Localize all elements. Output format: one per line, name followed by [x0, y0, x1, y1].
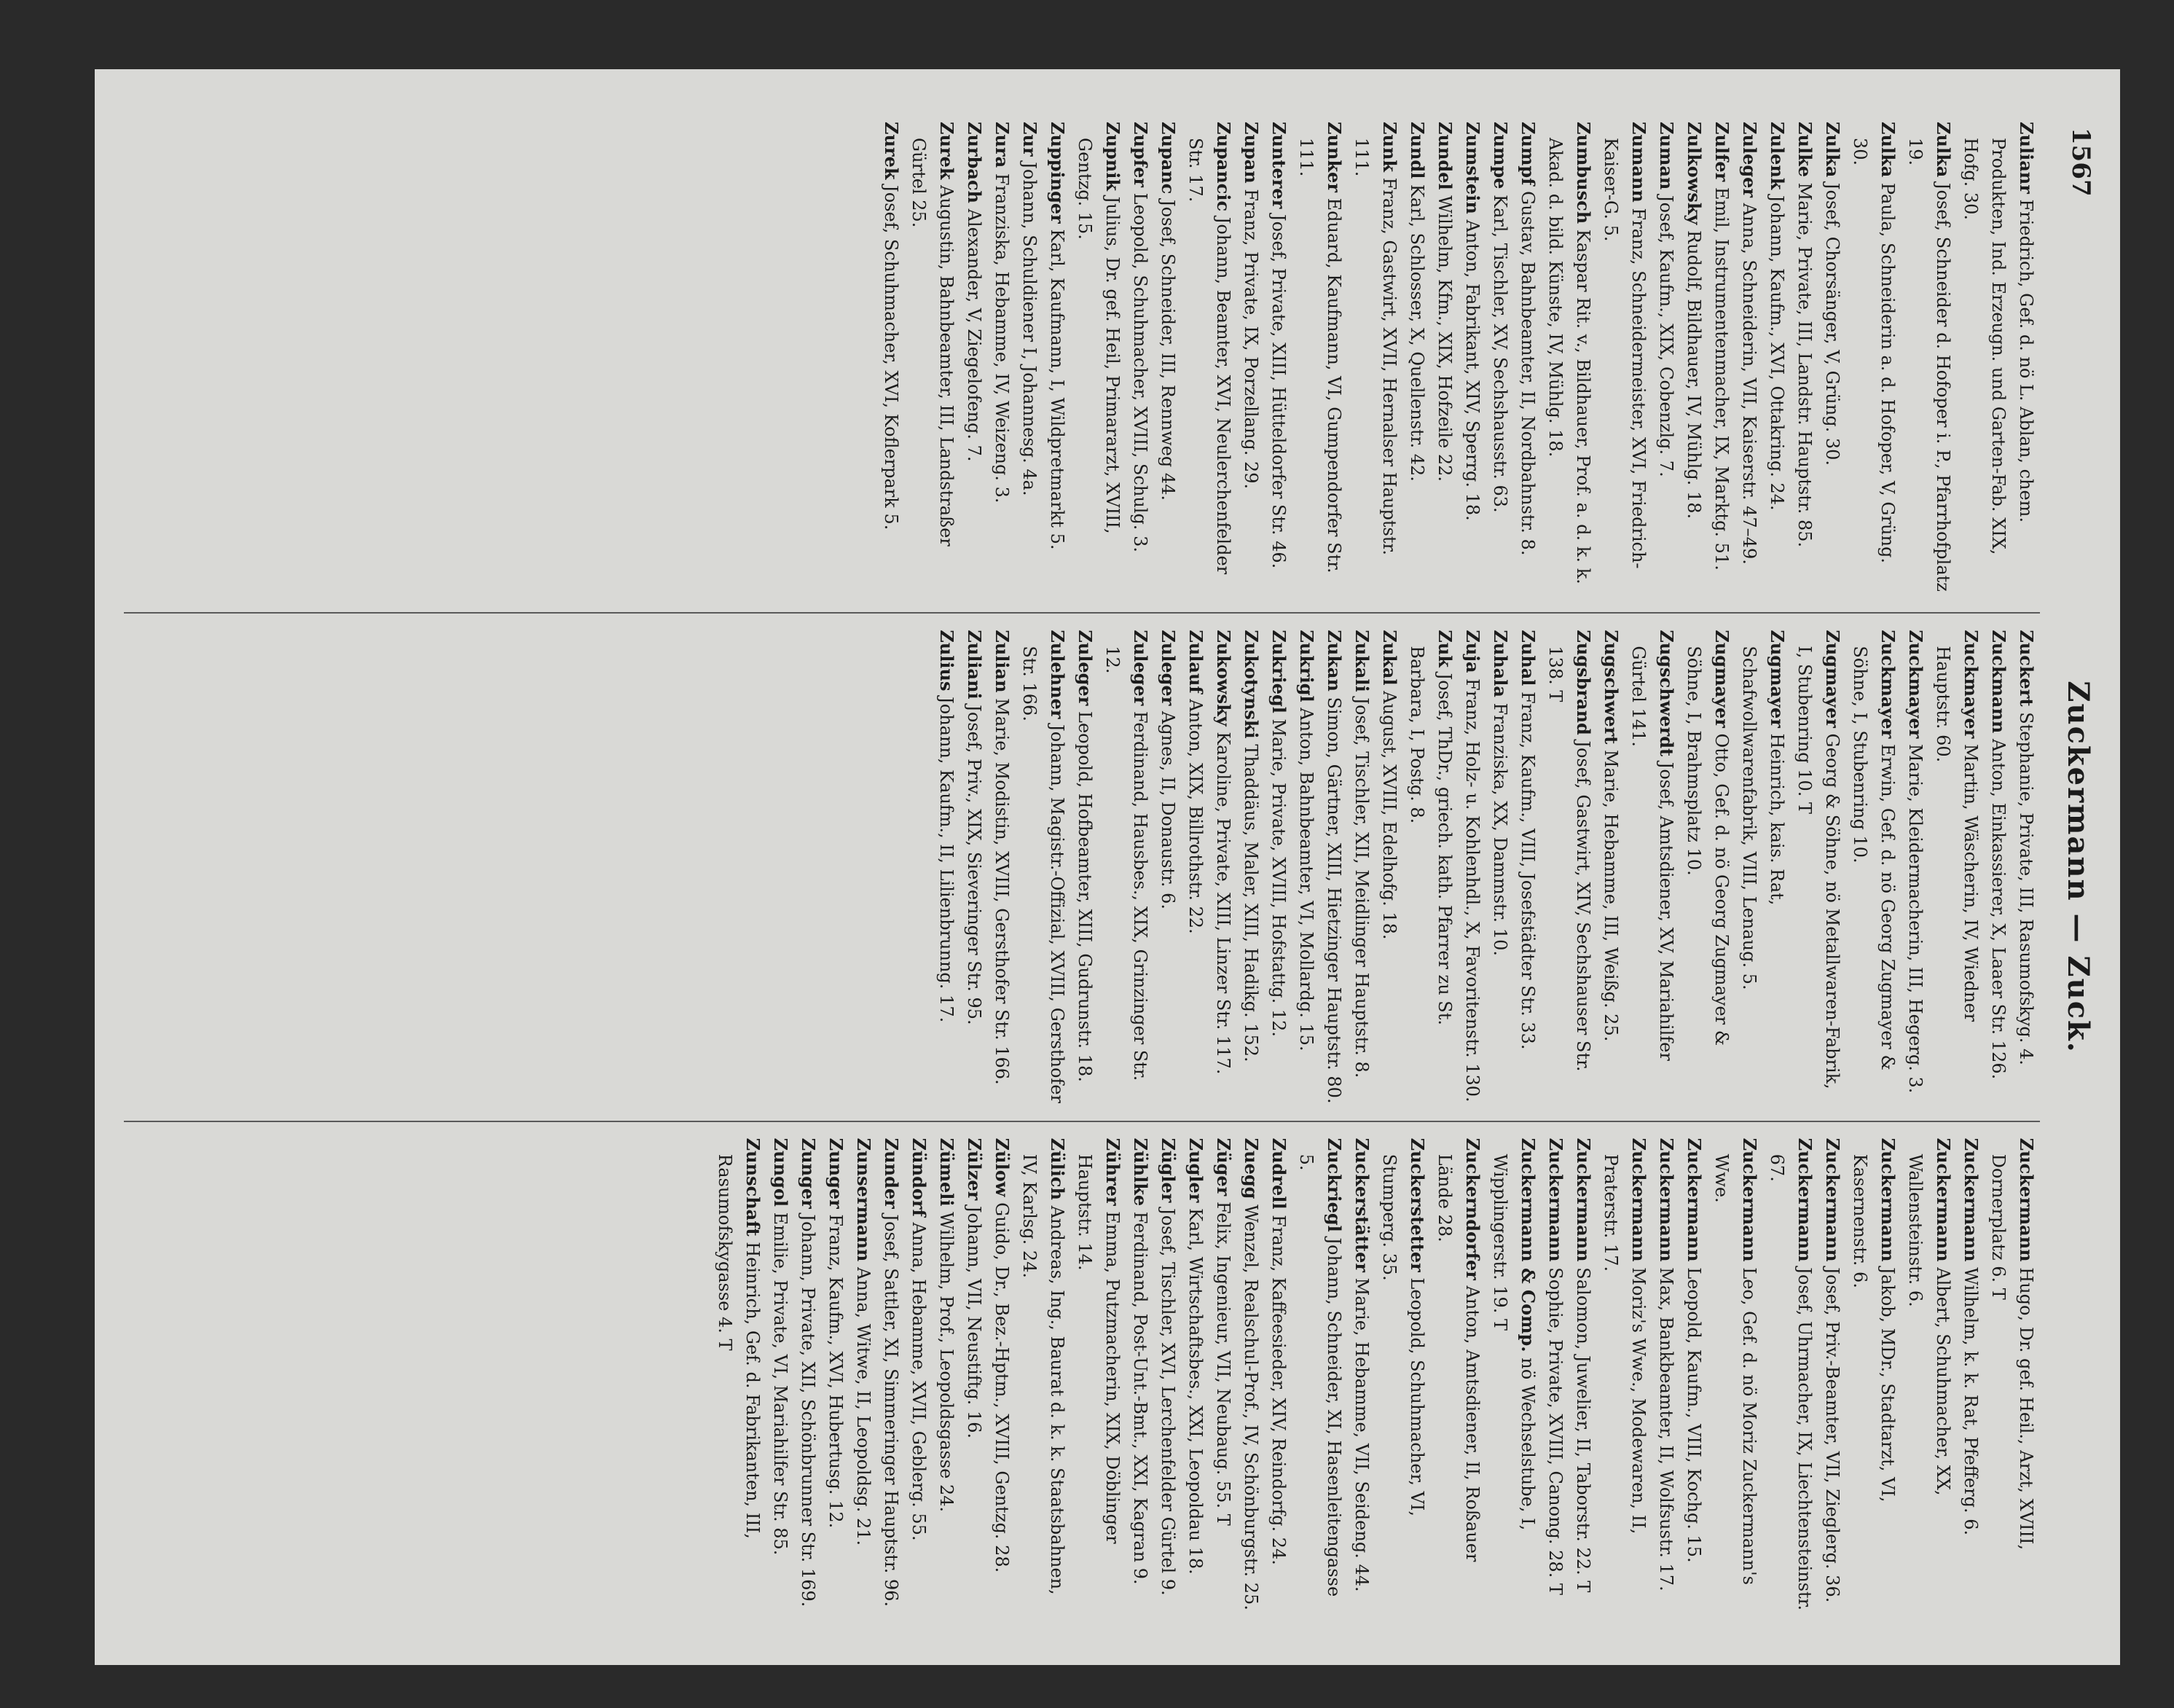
directory-entry	[1431, 122, 1459, 596]
entry-name: Zulfer	[1711, 122, 1732, 182]
entry-name: Zuckmayer	[1905, 630, 1926, 739]
entry-details: Leo, Gef. d. nö Moriz Zuckermann's Wwe.	[1711, 1153, 1759, 1586]
entry-name: Zunder	[881, 1137, 902, 1209]
directory-entry	[1292, 630, 1320, 1104]
rotated-page-content	[109, 84, 2106, 1650]
entry-details: Marie, Hebamme, III, Weißg. 25.	[1601, 749, 1621, 1042]
entry-name: Zuckmann	[1988, 630, 2009, 734]
entry-details: Johann, Kaufm., II, Lilienbrunng. 17.	[936, 697, 957, 1023]
directory-entry	[1403, 630, 1459, 1104]
entry-details: Josef, Tischler, XII, Meidlinger Hauptstr. 8.	[1351, 697, 1372, 1078]
entry-details: Johann, Schuldiener I, Johannesg. 4a.	[1019, 162, 1040, 496]
entry-details: Josef, Schuhmacher, XVI, Koflerpark 5.	[881, 185, 901, 530]
entry-name: Zuegg	[1241, 1137, 1262, 1199]
directory-entry	[1182, 1138, 1209, 1613]
directory-entry	[1376, 1138, 1431, 1613]
entry-name: Zukrigl	[1296, 630, 1317, 702]
entry-name: Zulkowsky	[1684, 122, 1705, 225]
directory-entry	[1514, 630, 1542, 1104]
entry-name: Zupan	[1241, 122, 1262, 184]
directory-entry	[1902, 1138, 1957, 1613]
directory-entry	[1735, 630, 1791, 1104]
entry-name: Zur	[1019, 122, 1040, 157]
directory-entry	[1486, 1138, 1542, 1613]
directory-entry	[1791, 630, 1846, 1104]
directory-entry	[822, 1138, 849, 1613]
entry-details: Rudolf, Bildhauer, IV, Mühlg. 18.	[1684, 230, 1704, 520]
directory-entry	[960, 630, 988, 1104]
entry-name: Zunsermann	[853, 1137, 874, 1262]
entry-details: Friedrich, Gef. d. nö L. Ablan, chem. Produkten, Ind. Erzeugn. und Garten-Fab. XIX, Hofg. 30.	[1961, 138, 2036, 555]
entry-details: Franz, Kaufm., VIII, Josefstädter Str. 33.	[1518, 692, 1538, 1050]
entry-name: Zühlke	[1130, 1137, 1151, 1207]
page-number: 1567	[2066, 128, 2095, 197]
entry-name: Zuleger	[1075, 630, 1096, 706]
entry-name: Zuliani	[964, 630, 985, 700]
entry-name: Zuckermann	[1628, 1137, 1649, 1262]
directory-entry	[877, 122, 905, 596]
directory-entry	[1209, 1138, 1237, 1613]
directory-entry	[1016, 1138, 1071, 1613]
entry-details: Felix, Ingenieur, VII, Neubaug. 55. T	[1213, 1201, 1233, 1526]
entry-name: Zugler	[1185, 1137, 1206, 1203]
directory-entry	[1403, 122, 1431, 596]
directory-entry	[1542, 1138, 1569, 1613]
directory-entry	[1708, 122, 1735, 596]
directory-entry	[794, 1138, 822, 1613]
directory-entry	[1043, 122, 1071, 596]
entry-name: Zunk	[1379, 122, 1400, 173]
directory-entry	[2012, 630, 2040, 1104]
entry-details: nö Wechselstube, I, Wipplingerstr. 19. T	[1490, 1153, 1538, 1531]
directory-entry	[1902, 630, 1929, 1104]
entry-name: Zulianr	[2016, 122, 2037, 194]
entry-name: Zuckerstetter	[1407, 1137, 1428, 1272]
directory-entry	[1791, 122, 1818, 596]
entry-name: Zukan	[1324, 630, 1345, 692]
entry-details: Franz, Kaufm., XVI, Hubertusg. 12.	[825, 1214, 846, 1529]
entry-name: Zudrell	[1268, 1137, 1290, 1210]
entry-details: Marie, Modistin, XVIII, Gersthofer Str. 166.	[992, 698, 1012, 1085]
directory-entry	[1542, 122, 1597, 596]
entry-name: Zuckerndorfer	[1462, 1137, 1483, 1280]
entry-name: Zunschaft	[742, 1137, 764, 1237]
entry-name: Züger	[1213, 1137, 1234, 1196]
directory-entry	[1763, 1138, 1818, 1613]
directory-entry	[1818, 1138, 1846, 1613]
entry-name: Zulke	[1794, 122, 1816, 177]
directory-entry	[1348, 122, 1403, 596]
entry-details: Emil, Instrumentenmacher, IX, Marktg. 51.	[1711, 187, 1732, 571]
directory-entry	[1514, 122, 1542, 596]
entry-details: Leopold, Hofbeamter, XIII, Gudrunstr. 18.	[1075, 711, 1095, 1082]
directory-entry	[933, 1138, 960, 1613]
entry-name: Zulka	[1877, 122, 1899, 178]
entry-details: Jakob, MDr., Stadtarzt, VI, Kasernenstr. 6.	[1850, 1153, 1898, 1503]
entry-details: Josef, Schneider, III, Rennweg 44.	[1158, 200, 1178, 501]
entry-details: Moriz's Wwe., Modewaren, II, Praterstr. 17.	[1601, 1153, 1649, 1535]
entry-details: Leopold, Schuhmacher, VI, Stumperg. 35.	[1379, 1153, 1427, 1517]
entry-name: Zukal	[1379, 630, 1400, 686]
entry-name: Zuckermann	[1877, 1137, 1899, 1262]
entry-name: Zuckermann	[1933, 1137, 1954, 1262]
entry-details: Marie, Hebamme, VII, Seideng. 44.	[1351, 1277, 1372, 1592]
entry-details: Georg & Söhne, nö Metallwaren-Fabrik, I, Stubenring 10. T	[1794, 646, 1843, 1089]
directory-entry	[905, 1138, 933, 1613]
entry-name: Zugsbrand	[1573, 630, 1594, 735]
directory-entry	[1071, 1138, 1126, 1613]
entry-details: Anna, Schneiderin, VII, Kaiserstr. 47–49.	[1739, 203, 1759, 565]
entry-details: Josef, Uhrmacher, IX, Liechtensteinstr. 67.	[1767, 1153, 1815, 1611]
entry-name: Zuk	[1435, 630, 1456, 667]
entry-details: Karoline, Private, XIII, Linzer Str. 117.	[1213, 732, 1233, 1075]
entry-details: Johann, VII, Neustiftg. 16.	[964, 1205, 984, 1439]
entry-name: Zührer	[1102, 1137, 1123, 1206]
directory-entry	[1126, 122, 1154, 596]
entry-name: Zuman	[1656, 122, 1677, 190]
entry-details: Franz, Private, IX, Porzellang. 29.	[1241, 189, 1261, 490]
entry-details: Franz, Gastwirt, XVII, Hernalser Hauptstr. 111.	[1351, 138, 1400, 555]
entry-name: Zukali	[1351, 630, 1373, 692]
entry-name: Zugmayer	[1711, 630, 1732, 728]
directory-entry	[1459, 122, 1486, 596]
entry-name: Zuckermann	[1961, 1137, 1982, 1262]
directory-entry	[1985, 630, 2012, 1104]
directory-entry	[1265, 1138, 1292, 1613]
entry-details: Josef, Schneider d. Hofoper i. P., Pfarrhofplatz 19.	[1905, 138, 1953, 592]
directory-entry	[1597, 122, 1652, 596]
entry-name: Zura	[992, 122, 1013, 168]
entry-details: Leopold, Kaufm., VIII, Kochg. 15.	[1684, 1267, 1704, 1563]
entry-details: Marie, Private, XVIII, Hofstattg. 12.	[1268, 718, 1289, 1037]
entry-details: Josef, Gastwirt, XIV, Sechshauser Str. 138. T	[1545, 646, 1593, 1072]
entry-name: Zuckermann	[2016, 1137, 2037, 1262]
entry-details: Anna, Hebamme, XVII, Geblerg. 55.	[909, 1222, 929, 1541]
entry-name: Zunger	[825, 1137, 847, 1209]
directory-entry	[988, 630, 1016, 1104]
directory-entry	[1154, 1138, 1182, 1613]
entry-details: Wilhelm, Prof., Leopoldsgasse 24.	[936, 1212, 957, 1513]
directory-entry	[1902, 122, 1957, 596]
entry-details: Josef, Priv.-Beamter, VII, Zieglerg. 36.	[1822, 1267, 1843, 1603]
directory-entry	[1292, 1138, 1348, 1613]
directory-entry	[1652, 1138, 1680, 1613]
entry-details: Heinrich, kais. Rat, Schafwollwarenfabrik, VIII, Lenaug. 5.	[1739, 646, 1787, 990]
entry-name: Zupancic	[1213, 122, 1234, 212]
directory-entry	[1099, 630, 1154, 1104]
entry-name: Zumbusch	[1573, 122, 1594, 224]
entry-name: Zuckmayer	[1961, 630, 1982, 739]
entry-details: Hugo, Dr. gef. Heil., Arzt, XVIII, Dornerplatz 6. T	[1988, 1153, 2036, 1551]
entry-name: Zukowsky	[1213, 630, 1234, 726]
directory-entry	[711, 1138, 766, 1613]
entry-name: Zülzer	[964, 1137, 985, 1201]
entry-details: Thaddäus, Maler, XIII, Hadikg. 152.	[1241, 744, 1261, 1062]
entry-name: Zugmayer	[1822, 630, 1843, 728]
entry-details: Eduard, Kaufmann, VI, Gumpendorfer Str. 111.	[1296, 138, 1344, 573]
directory-entry	[1292, 122, 1348, 596]
directory-columns	[124, 106, 2040, 1629]
entry-details: Karl, Kaufmann, I, Wildpretmarkt 5.	[1047, 229, 1067, 550]
directory-entry	[1265, 122, 1292, 596]
entry-details: Karl, Tischler, XV, Sechshausstr. 63.	[1490, 195, 1510, 513]
entry-details: Wilhelm, Kfm., XIX, Hofzeile 22.	[1435, 195, 1455, 482]
entry-name: Zuckermann	[1573, 1137, 1594, 1262]
entry-details: Franz, Schneidermeister, XVI, Friedrich-Kaiser-G. 5.	[1601, 138, 1649, 569]
entry-name: Zugmayer	[1767, 630, 1788, 728]
directory-entry	[1763, 122, 1791, 596]
entry-name: Zugschwerdt	[1656, 630, 1677, 757]
entry-details: Franz, Kaffeesieder, XIV, Reindorfg. 24.	[1268, 1215, 1289, 1565]
entry-details: Agnes, II, Donaustr. 6.	[1158, 711, 1178, 910]
entry-name: Zulenk	[1767, 122, 1788, 190]
entry-name: Zuja	[1462, 630, 1483, 673]
entry-details: Johann, Private, XII, Schönbrunner Str. 169.	[798, 1214, 818, 1607]
directory-entry	[960, 122, 988, 596]
entry-name: Zulius	[936, 630, 957, 692]
directory-entry	[1957, 122, 2040, 596]
entry-details: Anton, Fabrikant, XIV, Sperrg. 18.	[1462, 219, 1483, 521]
directory-entry	[1735, 122, 1763, 596]
entry-name: Zuleger	[1158, 630, 1179, 706]
entry-name: Zurek	[936, 122, 957, 180]
directory-entry	[905, 122, 960, 596]
entry-details: Josef, ThDr., griech. kath. Pfarrer zu St. Barbara, I, Postg. 8.	[1407, 646, 1455, 1025]
entry-details: Andreas, Ing., Baurat d. k. k. Staatsbahnen, IV, Karlsg. 24.	[1019, 1153, 1067, 1595]
entry-name: Zuleger	[1130, 630, 1151, 706]
entry-details: Augustin, Bahnbeamter, III, Landstraßer Gürtel 25.	[909, 138, 957, 547]
entry-name: Zuckmayer	[1877, 630, 1899, 739]
entry-name: Zündorf	[909, 1137, 930, 1217]
entry-name: Zukotynski	[1241, 630, 1262, 739]
entry-name: Zunker	[1324, 122, 1345, 192]
entry-details: Simon, Gärtner, XIII, Hietzinger Hauptstr. 80.	[1324, 697, 1344, 1104]
entry-name: Zuckermann & Comp.	[1518, 1137, 1539, 1352]
entry-name: Zulehner	[1047, 630, 1068, 719]
directory-entry	[1154, 630, 1182, 1104]
entry-name: Zumpf	[1518, 122, 1539, 186]
entry-name: Zuckermann	[1684, 1137, 1705, 1262]
directory-entry	[1348, 1138, 1376, 1613]
directory-entry	[1680, 630, 1735, 1104]
directory-entry	[1320, 630, 1348, 1104]
directory-entry	[1431, 1138, 1486, 1613]
entry-name: Zuckermann	[1794, 1137, 1816, 1262]
directory-entry	[988, 1138, 1016, 1613]
entry-details: Franziska, XX, Dammstr. 10.	[1490, 702, 1510, 956]
entry-name: Zupnik	[1102, 122, 1123, 191]
entry-details: Josef, Kaufm., XIX, Cobenzlg. 7.	[1656, 195, 1676, 477]
directory-entry	[1957, 1138, 1985, 1613]
column-2	[124, 612, 2040, 1120]
entry-details: Stephanie, Private, III, Rasumofskyg. 4.	[2016, 712, 2036, 1065]
directory-entry	[1265, 630, 1292, 1104]
entry-details: Anton, Amtsdiener, II, Roßauer Lände 28.	[1435, 1153, 1483, 1562]
entry-name: Zuleger	[1739, 122, 1760, 198]
directory-entry	[1071, 122, 1126, 596]
entry-name: Zulka	[1933, 122, 1954, 178]
entry-details: August, XVIII, Edelhofg. 18.	[1379, 691, 1400, 940]
entry-name: Zügler	[1158, 1137, 1179, 1203]
directory-entry	[1846, 122, 1902, 596]
entry-details: Josef, Amtsdiener, XV, Mariahilfer Gürtel 141.	[1628, 646, 1676, 1061]
entry-details: Julius, Dr. gef. Heil, Primararzt, XVIII, Gentzg. 15.	[1075, 138, 1123, 534]
entry-name: Zundl	[1407, 122, 1428, 179]
entry-details: Anna, Witwe, II, Leopoldsg. 21.	[853, 1266, 874, 1546]
entry-name: Zuckermann	[1656, 1137, 1677, 1262]
directory-entry	[1459, 630, 1486, 1104]
column-3	[124, 1121, 2040, 1629]
entry-name: Zugschwert	[1601, 630, 1622, 745]
directory-entry	[1237, 122, 1265, 596]
directory-entry	[1486, 630, 1514, 1104]
entry-details: Alexander, V, Ziegelofeng. 7.	[964, 208, 984, 462]
directory-entry	[1154, 122, 1182, 596]
directory-entry	[1846, 630, 1902, 1104]
directory-entry	[1376, 630, 1403, 1104]
page-header	[2047, 84, 2106, 1650]
entry-name: Zülow	[992, 1137, 1013, 1197]
entry-details: Otto, Gef. d. nö Georg Zugmayer & Söhne, I, Brahmsplatz 10.	[1684, 646, 1732, 1046]
entry-name: Zuppinger	[1047, 122, 1068, 224]
directory-entry	[1016, 122, 1043, 596]
entry-details: Johann, Kaufm., XVI, Ottakring. 24.	[1767, 195, 1787, 511]
directory-entry	[1348, 630, 1376, 1104]
directory-entry	[877, 1138, 905, 1613]
entry-name: Zumstein	[1462, 122, 1483, 214]
entry-name: Zuckermann	[1739, 1137, 1760, 1262]
directory-entry	[1652, 122, 1680, 596]
entry-details: Marie, Private, III, Landstr. Hauptstr. 85.	[1794, 182, 1815, 548]
entry-details: Josef, Chorsänger, V, Grüng. 30.	[1822, 182, 1843, 466]
entry-details: Gustav, Bahnbeamter, II, Nordbahnstr. 8.	[1518, 191, 1538, 556]
entry-name: Zurek	[881, 122, 902, 180]
entry-name: Zumann	[1628, 122, 1649, 203]
entry-details: Josef, Sattler, XI, Simmeringer Hauptstr. 96.	[881, 1214, 901, 1607]
entry-name: Zuckermann	[1545, 1137, 1566, 1262]
entry-name: Zülich	[1047, 1137, 1068, 1200]
directory-entry	[960, 1138, 988, 1613]
entry-details: Kaspar Rit. v., Bildhauer, Prof. a. d. k. k. Akad. d. bild. Künste, IV, Mühlg. 18.	[1545, 138, 1593, 584]
entry-details: Josef, Private, XIII, Hütteldorfer Str. 46.	[1268, 214, 1289, 569]
entry-name: Zulauf	[1185, 630, 1206, 694]
entry-details: Emilie, Private, VI, Mariahilfer Str. 85.	[770, 1212, 790, 1556]
entry-details: Marie, Kleidermacherin, III, Hegerg. 3.	[1905, 743, 1926, 1094]
entry-details: Johann, Beamter, XVI, Neulerchenfelder Str. 17.	[1185, 138, 1233, 575]
entry-details: Ferdinand, Hausbes., XIX, Grinzinger Str. 12.	[1102, 646, 1150, 1081]
entry-details: Paula, Schneiderin a. d. Hofoper, V, Grüng. 30.	[1850, 138, 1898, 563]
directory-entry	[1597, 630, 1625, 1104]
entry-details: Franz, Holz- u. Kohlenhdl., X, Favoritenstr. 130.	[1462, 678, 1483, 1102]
entry-details: Wilhelm, k. k. Rat, Pfefferg. 6.	[1961, 1267, 1981, 1536]
entry-details: Johann, Magistr.-Offizial, XVIII, Gersthofer Str. 166.	[1019, 646, 1067, 1103]
directory-entry	[1680, 1138, 1708, 1613]
directory-entry	[1209, 630, 1237, 1104]
directory-entry	[1126, 1138, 1154, 1613]
entry-details: Ferdinand, Post-Unt.-Bmt., XXI, Kagran 9.	[1130, 1211, 1150, 1585]
entry-details: Wenzel, Realschul-Prof., IV, Schönburgstr. 25.	[1241, 1204, 1261, 1610]
directory-entry	[1237, 1138, 1265, 1613]
entry-details: Heinrich, Gef. d. Fabrikanten, III, Rasumofskygasse 4. T	[715, 1153, 763, 1539]
entry-name: Zunger	[798, 1137, 819, 1209]
directory-entry	[1237, 630, 1265, 1104]
entry-name: Zurbach	[964, 122, 985, 204]
directory-entry	[1625, 630, 1680, 1104]
entry-name: Zümeli	[936, 1137, 957, 1207]
column-1	[124, 106, 2040, 612]
entry-name: Zunterer	[1268, 122, 1290, 209]
entry-name: Zulka	[1822, 122, 1843, 178]
entry-name: Zuhala	[1490, 630, 1511, 697]
entry-details: Karl, Schlosser, X, Quellenstr. 42.	[1407, 184, 1427, 482]
directory-entry	[1182, 630, 1209, 1104]
directory-entry	[1597, 1138, 1652, 1613]
directory-entry	[1708, 1138, 1763, 1613]
directory-entry	[849, 1138, 877, 1613]
entry-details: Martin, Wäscherin, IV, Wiedner Hauptstr. 60.	[1933, 646, 1981, 1022]
directory-entry	[1818, 122, 1846, 596]
directory-entry	[1486, 122, 1514, 596]
entry-details: Josef, Tischler, XVI, Lerchenfelder Gürtel 9.	[1158, 1208, 1178, 1596]
directory-entry	[933, 630, 960, 1104]
entry-details: Johann, Schneider, XI, Hasenleitengasse 5.	[1296, 1153, 1344, 1597]
entry-name: Zuckert	[2016, 630, 2037, 707]
entry-details: Josef, Priv., XIX, Sieveringer Str. 95.	[964, 705, 984, 1025]
entry-details: Karl, Wirtschaftsbes., XXI, Leopoldau 18.	[1185, 1208, 1206, 1575]
directory-entry	[1985, 1138, 2040, 1613]
entry-details: Anton, XIX, Billrothstr. 22.	[1185, 699, 1206, 934]
directory-entry	[1182, 122, 1237, 596]
entry-details: Franziska, Hebamme, IV, Weizeng. 3.	[992, 173, 1012, 504]
directory-entry	[1016, 630, 1071, 1104]
entry-name: Zulian	[992, 630, 1013, 693]
entry-details: Max, Bankbeamter, II, Wolfsustr. 17.	[1656, 1267, 1676, 1591]
entry-name: Zupanc	[1158, 122, 1179, 195]
entry-details: Erwin, Gef. d. nö Georg Zugmayer & Söhne, I, Stubenring 10.	[1850, 646, 1898, 1070]
entry-details: Albert, Schuhmacher, XX, Wallensteinstr. 6.	[1905, 1153, 1953, 1496]
directory-entry	[1846, 1138, 1902, 1613]
entry-details: Guido, Dr., Bez.-Hptm., XVIII, Gentzg. 28.	[992, 1202, 1012, 1573]
directory-entry	[1071, 630, 1099, 1104]
entry-details: Sophie, Private, XVIII, Canong. 28. T	[1545, 1267, 1566, 1595]
entry-name: Zumpe	[1490, 122, 1511, 189]
directory-entry	[1929, 630, 1985, 1104]
entry-name: Zupfer	[1130, 122, 1151, 187]
entry-name: Zungol	[770, 1137, 791, 1207]
entry-details: Anton, Einkassierer, X, Laaer Str. 126.	[1988, 739, 2009, 1080]
running-head: Zuckermann — Zuck.	[2061, 681, 2095, 1054]
entry-name: Zuckerstätter	[1351, 1137, 1373, 1273]
directory-entry	[1569, 1138, 1597, 1613]
entry-name: Zundel	[1435, 122, 1456, 190]
entry-details: Emma, Putzmacherin, XIX, Döblinger Hauptstr. 14.	[1075, 1153, 1123, 1544]
directory-entry	[1542, 630, 1597, 1104]
entry-details: Leopold, Schuhmacher, XVIII, Schulg. 3.	[1130, 192, 1150, 552]
entry-name: Zuckriegl	[1324, 1137, 1345, 1232]
entry-name: Zuhal	[1518, 630, 1539, 686]
entry-name: Zuckermann	[1822, 1137, 1843, 1262]
directory-entry	[766, 1138, 794, 1613]
entry-details: Salomon, Juwelier, II, Taborstr. 22. T	[1573, 1267, 1593, 1593]
entry-details: Anton, Bahnbeamter, VI, Mollardg. 15.	[1296, 708, 1316, 1051]
directory-entry	[988, 122, 1016, 596]
directory-entry	[1680, 122, 1708, 596]
directory-page	[95, 69, 2120, 1665]
entry-name: Zukriegl	[1268, 630, 1290, 713]
